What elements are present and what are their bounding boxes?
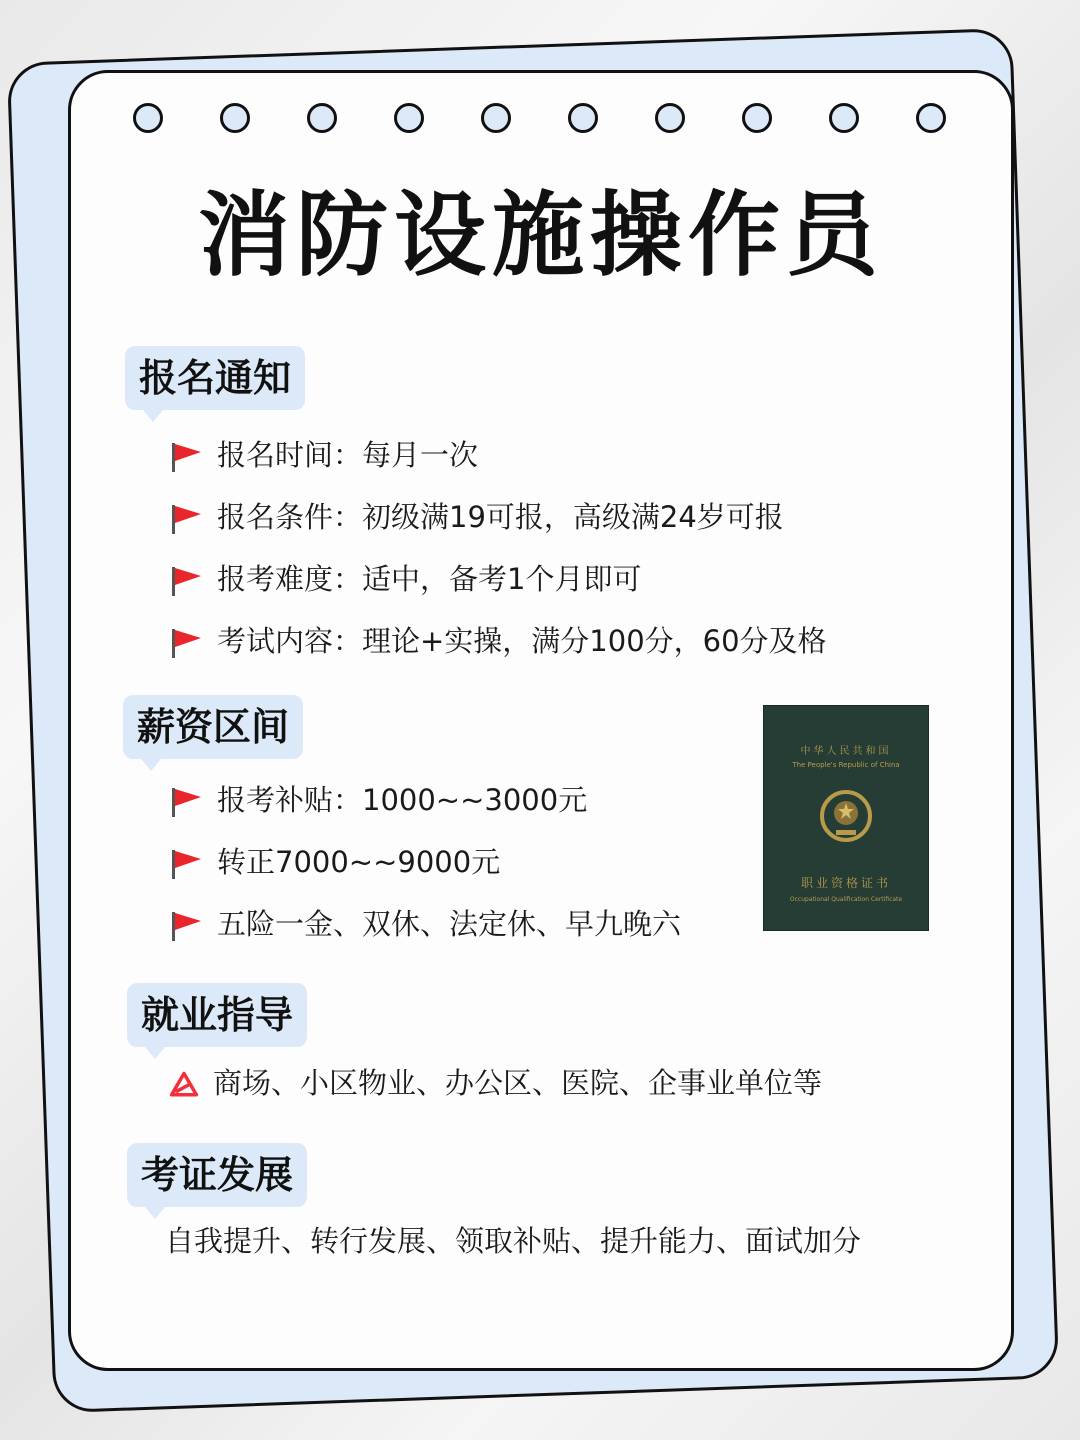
red-flag-icon: [169, 847, 203, 881]
certificate-image: [763, 705, 929, 931]
list-item-text: 报考补贴：1000~~3000元: [217, 783, 588, 817]
section-heading-development: 考证发展: [127, 1143, 307, 1207]
triangle-logo-icon: [169, 1070, 199, 1100]
list-item: [169, 435, 478, 475]
binder-hole: [916, 103, 946, 133]
red-flag-icon: [169, 626, 203, 660]
list-item-text: 报名条件：初级满19可报，高级满24岁可报: [217, 500, 784, 534]
certificate-title-cn: 中华人民共和国: [800, 746, 892, 757]
binder-hole: [742, 103, 772, 133]
page-title: 消防设施操作员: [197, 182, 884, 289]
binder-hole: [394, 103, 424, 133]
binder-hole: [481, 103, 511, 133]
list-item: [169, 842, 500, 882]
list-item: [169, 559, 641, 599]
development-text: 自我提升、转行发展、领取补贴、提升能力、面试加分: [165, 1224, 862, 1258]
binder-hole: [307, 103, 337, 133]
list-item-text: 转正7000~~9000元: [217, 845, 501, 879]
list-item: [169, 780, 587, 820]
binder-hole: [829, 103, 859, 133]
binder-hole: [655, 103, 685, 133]
section-heading-registration: 报名通知: [125, 346, 305, 410]
list-item: [169, 904, 681, 944]
red-flag-icon: [169, 440, 203, 474]
red-flag-icon: [169, 564, 203, 598]
red-flag-icon: [169, 785, 203, 819]
certificate-name-cn: 职业资格证书: [800, 876, 891, 890]
red-flag-icon: [169, 502, 203, 536]
binder-holes: [133, 103, 953, 133]
notepad-card: [68, 70, 1014, 1371]
binder-hole: [133, 103, 163, 133]
red-flag-icon: [169, 909, 203, 943]
list-item-text: 商场、小区物业、办公区、医院、企事业单位等: [213, 1066, 823, 1100]
list-item: [169, 497, 784, 537]
list-item-text: 五险一金、双休、法定休、早九晚六: [217, 907, 682, 941]
section-heading-employment: 就业指导: [127, 983, 307, 1047]
list-item-text: 报考难度：适中，备考1个月即可: [217, 562, 642, 596]
list-item-text: 考试内容：理论+实操，满分100分，60分及格: [217, 624, 827, 658]
section-heading-salary: 薪资区间: [123, 695, 303, 759]
list-item-text: 报名时间：每月一次: [217, 438, 479, 472]
list-item: [169, 621, 827, 661]
list-item: [169, 1063, 822, 1103]
national-emblem-icon: [816, 786, 876, 846]
binder-hole: [220, 103, 250, 133]
certificate-name-en: Occupational Qualification Certificate: [789, 896, 903, 903]
binder-hole: [568, 103, 598, 133]
certificate-title-en: The People's Republic of China: [792, 761, 900, 769]
